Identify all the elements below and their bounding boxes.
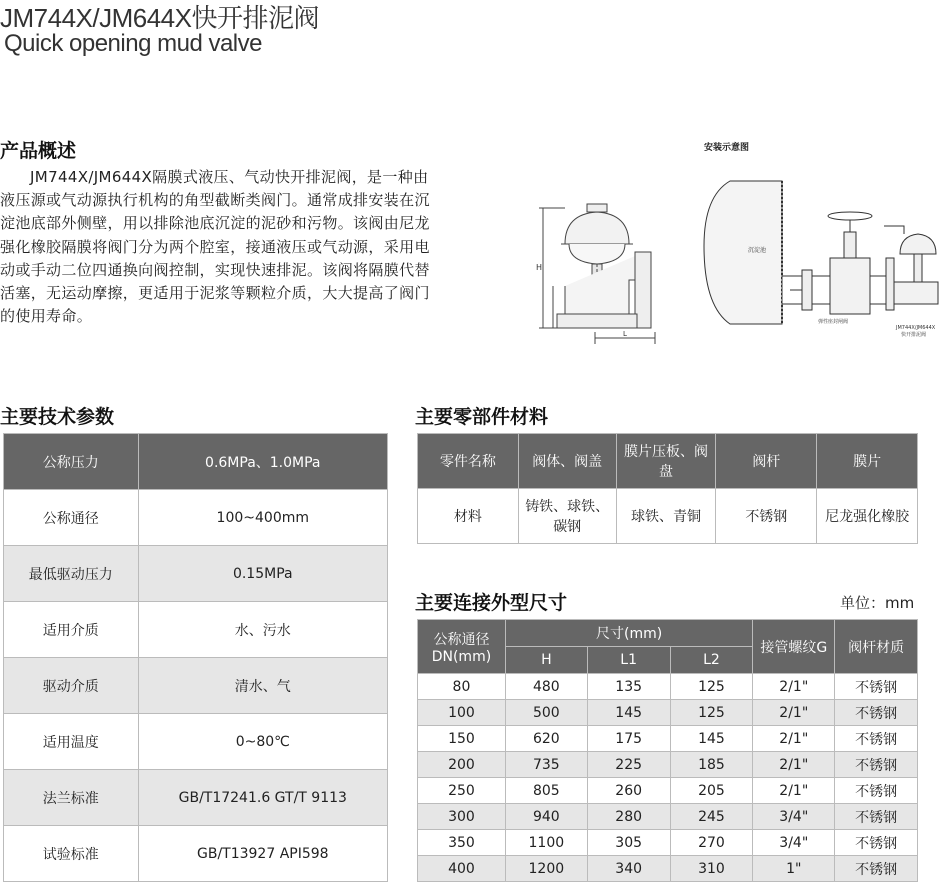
dims-cell: 250 xyxy=(418,778,506,804)
spec-value: 100~400mm xyxy=(138,490,387,546)
dims-cell: 280 xyxy=(587,804,670,830)
mud-valve-label-1: JM744X/JM644X xyxy=(896,325,936,331)
parts-header-cell: 阀体、阀盖 xyxy=(518,434,616,489)
overview-line: 淀池底部外侧壁，用以排除池底沉淀的泥砂和污物。该阀由尼龙 xyxy=(0,214,430,233)
dims-cell: 145 xyxy=(670,726,753,752)
overview-line: 动或手动二位四通换向阀控制，实现快速排泥。该阀将隔膜代替 xyxy=(0,260,430,279)
spec-label: 公称通径 xyxy=(4,490,139,546)
spec-label: 适用介质 xyxy=(4,602,139,658)
table-row xyxy=(4,770,388,826)
dims-cell: 735 xyxy=(505,752,587,778)
parts-heading: 主要零部件材料 xyxy=(415,406,549,428)
dims-header-stem: 阀杆材质 xyxy=(835,620,918,674)
dims-cell: 2/1" xyxy=(753,752,835,778)
dims-cell: 不锈钢 xyxy=(835,674,918,700)
table-row xyxy=(4,826,388,882)
table-row xyxy=(4,434,388,490)
mud-valve-label-2: 快开排泥阀 xyxy=(901,332,927,338)
dims-cell: 270 xyxy=(670,830,753,856)
overview-line: JM744X/JM644X隔膜式液压、气动快开排泥阀，是一种由 xyxy=(30,168,429,186)
table-row xyxy=(418,804,918,830)
overview-line: 强化橡胶隔膜将阀门分为两个腔室，接通液压或气动源，采用电 xyxy=(0,237,430,256)
table-row xyxy=(4,714,388,770)
specs-heading: 主要技术参数 xyxy=(0,406,115,428)
dims-cell: 2/1" xyxy=(753,674,835,700)
dims-header-thread: 接管螺纹G xyxy=(753,620,835,674)
parts-cell: 球铁、青铜 xyxy=(616,489,716,544)
dims-unit: 单位：mm xyxy=(840,594,915,612)
dims-cell: 340 xyxy=(587,856,670,882)
parts-table xyxy=(417,433,918,544)
spec-label: 试验标准 xyxy=(4,826,139,882)
overview-paragraph xyxy=(0,166,506,328)
valve-dimension-drawing xyxy=(535,196,660,346)
page-title: JM744X/JM644X快开排泥阀 xyxy=(0,3,319,33)
table-row xyxy=(418,726,918,752)
table-row xyxy=(4,602,388,658)
table-row xyxy=(418,752,918,778)
dims-cell: 205 xyxy=(670,778,753,804)
dims-cell: 310 xyxy=(670,856,753,882)
dims-cell: 185 xyxy=(670,752,753,778)
parts-cell: 材料 xyxy=(418,489,519,544)
dims-cell: 125 xyxy=(670,700,753,726)
table-row xyxy=(418,830,918,856)
dims-cell: 305 xyxy=(587,830,670,856)
dims-cell: 不锈钢 xyxy=(835,752,918,778)
dims-cell: 500 xyxy=(505,700,587,726)
spec-value: GB/T17241.6 GT/T 9113 xyxy=(138,770,387,826)
spec-value: 清水、气 xyxy=(138,658,387,714)
spec-label: 最低驱动压力 xyxy=(4,546,139,602)
dims-cell: 805 xyxy=(505,778,587,804)
install-title: 安装示意图 xyxy=(704,143,750,153)
dims-cell: 400 xyxy=(418,856,506,882)
table-row xyxy=(418,674,918,700)
dims-cell: 80 xyxy=(418,674,506,700)
spec-label: 驱动介质 xyxy=(4,658,139,714)
table-row xyxy=(4,658,388,714)
spec-label: 公称压力 xyxy=(4,434,139,490)
tank-label: 沉淀池 xyxy=(748,247,767,254)
dims-cell: 1" xyxy=(753,856,835,882)
dims-header-l1: L1 xyxy=(587,647,670,674)
installation-diagram xyxy=(690,136,947,346)
dims-cell: 620 xyxy=(505,726,587,752)
dim-h-label: H xyxy=(536,263,543,272)
table-row xyxy=(418,778,918,804)
spec-value: 0.6MPa、1.0MPa xyxy=(138,434,387,490)
table-row xyxy=(4,490,388,546)
spec-label: 法兰标准 xyxy=(4,770,139,826)
parts-cell: 尼龙强化橡胶 xyxy=(817,489,918,544)
dim-l-label: L xyxy=(623,330,627,338)
dims-cell: 不锈钢 xyxy=(835,726,918,752)
table-header-row xyxy=(418,620,918,647)
overview-heading: 产品概述 xyxy=(0,140,77,162)
dims-cell: 2/1" xyxy=(753,778,835,804)
dims-cell: 940 xyxy=(505,804,587,830)
parts-header-cell: 零件名称 xyxy=(418,434,519,489)
dims-cell: 245 xyxy=(670,804,753,830)
dims-cell: 125 xyxy=(670,674,753,700)
spec-value: 0.15MPa xyxy=(138,546,387,602)
dims-cell: 135 xyxy=(587,674,670,700)
dims-cell: 不锈钢 xyxy=(835,830,918,856)
table-row xyxy=(4,546,388,602)
parts-header-cell: 膜片压板、阀盘 xyxy=(616,434,716,489)
parts-cell: 铸铁、球铁、碳钢 xyxy=(518,489,616,544)
parts-header-cell: 阀杆 xyxy=(716,434,817,489)
overview-line: 的使用寿命。 xyxy=(0,307,93,326)
dims-cell: 350 xyxy=(418,830,506,856)
dims-header-dn: 公称通径DN(mm) xyxy=(418,620,506,674)
dims-cell: 300 xyxy=(418,804,506,830)
dims-cell: 3/4" xyxy=(753,804,835,830)
table-row xyxy=(418,856,918,882)
dims-cell: 1100 xyxy=(505,830,587,856)
dims-cell: 100 xyxy=(418,700,506,726)
spec-value: GB/T13927 API598 xyxy=(138,826,387,882)
dims-cell: 1200 xyxy=(505,856,587,882)
dims-header-size: 尺寸(mm) xyxy=(505,620,752,647)
table-header-row xyxy=(418,434,918,489)
dims-cell: 不锈钢 xyxy=(835,804,918,830)
page-subtitle: Quick opening mud valve xyxy=(4,30,262,57)
dims-cell: 不锈钢 xyxy=(835,778,918,804)
dims-cell: 不锈钢 xyxy=(835,856,918,882)
dims-cell: 150 xyxy=(418,726,506,752)
dims-cell: 不锈钢 xyxy=(835,700,918,726)
dims-cell: 260 xyxy=(587,778,670,804)
table-row xyxy=(418,700,918,726)
dims-cell: 145 xyxy=(587,700,670,726)
overview-line: 活塞，无运动摩擦，更适用于泥浆等颗粒介质，大大提高了阀门 xyxy=(0,284,430,303)
dims-header-l2: L2 xyxy=(670,647,753,674)
dims-heading: 主要连接外型尺寸 xyxy=(415,592,568,614)
dims-cell: 480 xyxy=(505,674,587,700)
spec-label: 适用温度 xyxy=(4,714,139,770)
dims-table xyxy=(417,619,918,882)
dims-cell: 175 xyxy=(587,726,670,752)
dims-cell: 225 xyxy=(587,752,670,778)
overview-line: 液压源或气动源执行机构的角型截断类阀门。通常成排安装在沉 xyxy=(0,191,430,210)
gate-valve-label: 弹性座封闸阀 xyxy=(818,319,849,325)
parts-header-cell: 膜片 xyxy=(817,434,918,489)
parts-cell: 不锈钢 xyxy=(716,489,817,544)
dims-cell: 200 xyxy=(418,752,506,778)
dims-header-h: H xyxy=(505,647,587,674)
table-row xyxy=(418,489,918,544)
dims-cell: 2/1" xyxy=(753,700,835,726)
spec-value: 水、污水 xyxy=(138,602,387,658)
specs-table xyxy=(3,433,388,882)
dims-cell: 3/4" xyxy=(753,830,835,856)
dims-cell: 2/1" xyxy=(753,726,835,752)
spec-value: 0~80℃ xyxy=(138,714,387,770)
